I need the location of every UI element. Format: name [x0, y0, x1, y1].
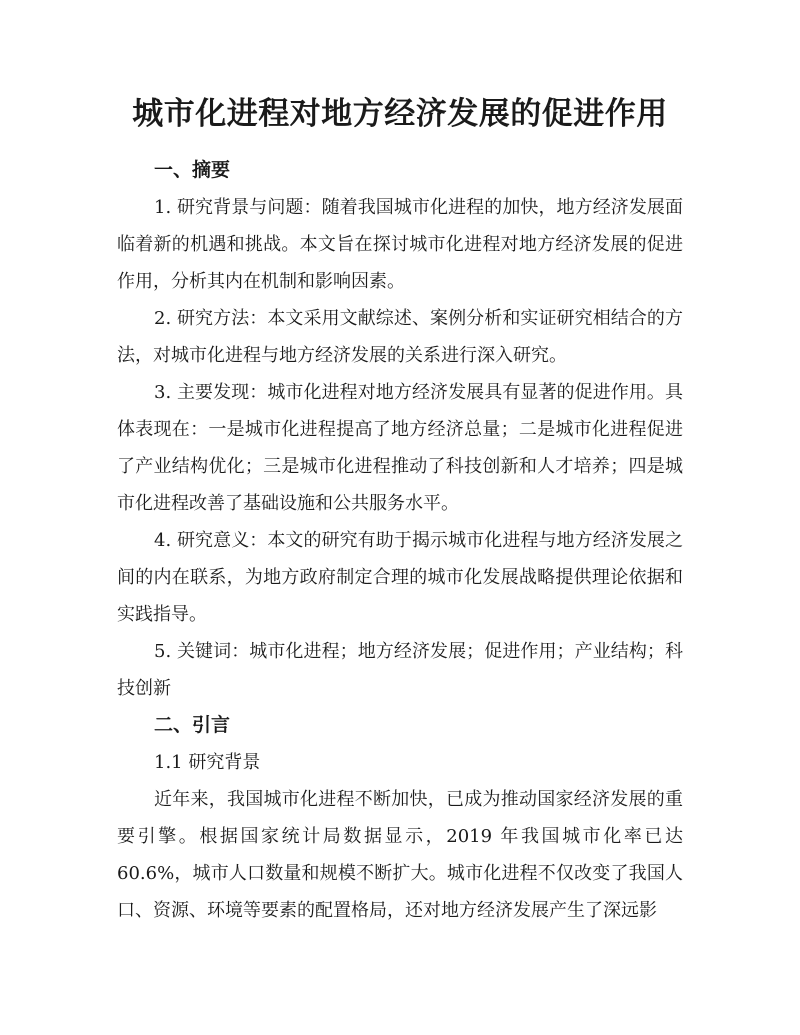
document-title: 城市化进程对地方经济发展的促进作用	[132, 96, 668, 132]
abstract-findings-paragraph: 3. 主要发现：城市化进程对地方经济发展具有显著的促进作用。具体表现在：一是城市化进程提高了地方经济总量；二是城市化进程促进了产业结构优化；三是城市化进程推动了科技创新和人才培养；四是城市化进程改善了基础设施和公共服务水平。	[117, 382, 683, 514]
section-heading-introduction: 二、引言	[154, 714, 231, 736]
abstract-significance-paragraph: 4. 研究意义：本文的研究有助于揭示城市化进程与地方经济发展之间的内在联系，为地方政府制定合理的城市化发展战略提供理论依据和实践指导。	[117, 530, 683, 625]
abstract-keywords-paragraph: 5. 关键词：城市化进程；地方经济发展；促进作用；产业结构；科技创新	[117, 641, 683, 699]
document-page	[117, 0, 683, 929]
section-introduction	[117, 707, 683, 929]
title-spacer	[117, 136, 683, 152]
subsection-heading-background: 1.1 研究背景	[154, 752, 261, 773]
abstract-method-paragraph: 2. 研究方法：本文采用文献综述、案例分析和实证研究相结合的方法，对城市化进程与地方经济发展的关系进行深入研究。	[117, 308, 683, 366]
abstract-background-paragraph: 1. 研究背景与问题：随着我国城市化进程的加快，地方经济发展面临着新的机遇和挑战。本文旨在探讨城市化进程对地方经济发展的促进作用，分析其内在机制和影响因素。	[117, 197, 683, 292]
section-heading-abstract: 一、摘要	[154, 159, 231, 181]
introduction-background-paragraph: 近年来，我国城市化进程不断加快，已成为推动国家经济发展的重要引擎。根据国家统计局数据显示，2019 年我国城市化率已达 60.6%，城市人口数量和规模不断扩大。城市化进程不仅改变了我国人口、资源、环境等要素的配置格局，还对地方经济发展产生了深远影	[117, 789, 683, 921]
section-abstract	[117, 152, 683, 707]
